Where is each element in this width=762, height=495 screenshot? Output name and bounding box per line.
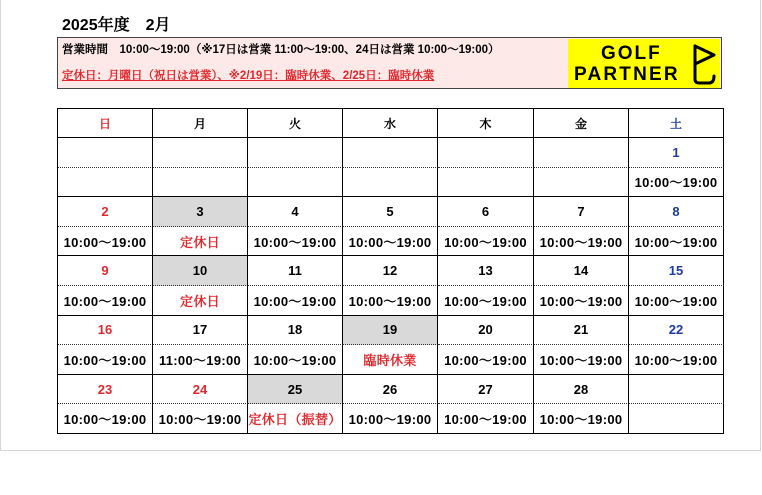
business-hours: 10:00～19:00 xyxy=(63,412,147,428)
golf-partner-logo xyxy=(568,39,720,88)
day-number: 9 xyxy=(101,263,109,279)
day-number: 24 xyxy=(192,381,208,397)
weekday-label: 日 xyxy=(98,116,111,131)
business-hours: 定休日 xyxy=(180,234,220,250)
day-hours-cell xyxy=(629,168,724,198)
day-number: 12 xyxy=(382,263,398,279)
day-hours-cell xyxy=(58,345,153,375)
day-hours-cell xyxy=(438,227,534,257)
day-date-cell xyxy=(534,256,629,286)
day-number: 16 xyxy=(97,322,113,338)
day-number: 23 xyxy=(97,381,113,397)
business-hours: 10:00～19:00 xyxy=(539,234,623,250)
day-hours-cell xyxy=(58,286,153,316)
business-hours-note: 営業時間 10:00～19:00（※17日は営業 11:00～19:00、24日は営業 10:00～19:00） xyxy=(62,44,500,56)
business-hours: 10:00～19:00 xyxy=(634,352,718,368)
day-hours-cell xyxy=(534,227,629,257)
day-hours-cell xyxy=(248,404,343,434)
weekday-header-tue xyxy=(248,109,343,138)
business-hours: 10:00～19:00 xyxy=(634,175,718,191)
business-hours: 10:00～19:00 xyxy=(444,234,527,250)
empty-hours-cell xyxy=(534,168,629,198)
business-hours: 10:00～19:00 xyxy=(253,352,337,368)
day-date-cell xyxy=(153,197,248,227)
day-hours-cell xyxy=(153,227,248,257)
day-date-cell xyxy=(58,316,153,346)
business-hours: 10:00～19:00 xyxy=(158,412,242,428)
empty-date-cell xyxy=(248,138,343,168)
day-number: 14 xyxy=(573,263,589,279)
business-hours: 10:00～19:00 xyxy=(634,234,718,250)
day-number: 25 xyxy=(287,381,303,397)
day-date-cell xyxy=(343,197,438,227)
day-date-cell xyxy=(438,316,534,346)
business-hours: 10:00～19:00 xyxy=(444,352,527,368)
business-hours: 10:00～19:00 xyxy=(63,234,147,250)
empty-hours-cell xyxy=(248,168,343,198)
business-hours: 10:00～19:00 xyxy=(539,412,623,428)
day-number: 15 xyxy=(668,263,684,279)
empty-date-cell xyxy=(534,138,629,168)
weekday-label: 月 xyxy=(193,116,206,131)
day-date-cell xyxy=(248,197,343,227)
day-hours-cell xyxy=(534,404,629,434)
day-date-cell xyxy=(438,197,534,227)
business-hours: 10:00～19:00 xyxy=(444,412,527,428)
day-date-cell xyxy=(629,138,724,168)
day-number: 11 xyxy=(288,263,302,279)
golf-flag-icon xyxy=(687,43,717,85)
weekday-label: 土 xyxy=(669,116,682,131)
business-hours: 定休日 xyxy=(180,293,220,309)
logo-text-partner: PARTNER xyxy=(574,64,680,85)
day-date-cell xyxy=(534,375,629,405)
day-hours-cell xyxy=(438,345,534,375)
day-hours-cell xyxy=(438,286,534,316)
closed-days-note: 定休日：月曜日（祝日は営業）、※2/19日：臨時休業、2/25日：臨時休業 xyxy=(62,70,435,82)
business-hours: 臨時休業 xyxy=(363,352,417,368)
day-number: 6 xyxy=(481,203,490,219)
weekday-header-fri xyxy=(534,109,629,138)
calendar-table xyxy=(57,108,724,434)
day-number: 5 xyxy=(386,203,394,219)
day-date-cell xyxy=(343,316,438,346)
day-number: 2 xyxy=(101,203,109,219)
day-number: 21 xyxy=(573,322,589,338)
day-date-cell xyxy=(153,256,248,286)
day-number: 26 xyxy=(382,381,398,397)
empty-date-cell xyxy=(58,138,153,168)
day-date-cell xyxy=(629,256,724,286)
business-hours: 10:00～19:00 xyxy=(444,293,527,309)
day-date-cell xyxy=(58,256,153,286)
day-number: 10 xyxy=(192,263,208,279)
day-hours-cell xyxy=(153,404,248,434)
day-date-cell xyxy=(343,375,438,405)
day-number: 7 xyxy=(577,203,585,219)
business-hours: 10:00～19:00 xyxy=(634,293,718,309)
day-hours-cell xyxy=(58,404,153,434)
day-hours-cell xyxy=(629,227,724,257)
weekday-header-sat xyxy=(629,109,724,138)
day-hours-cell xyxy=(534,286,629,316)
day-hours-cell xyxy=(153,286,248,316)
day-hours-cell xyxy=(343,227,438,257)
day-number: 19 xyxy=(382,322,398,338)
day-date-cell xyxy=(534,197,629,227)
business-hours: 10:00～19:00 xyxy=(253,234,337,250)
day-date-cell xyxy=(248,375,343,405)
day-date-cell xyxy=(629,197,724,227)
day-number: 13 xyxy=(478,263,493,279)
day-number: 3 xyxy=(196,203,204,219)
business-hours: 10:00～19:00 xyxy=(348,412,432,428)
day-date-cell xyxy=(438,375,534,405)
day-hours-cell xyxy=(248,286,343,316)
day-date-cell xyxy=(534,316,629,346)
weekday-label: 金 xyxy=(574,116,587,131)
day-number: 20 xyxy=(478,322,493,338)
day-date-cell xyxy=(58,375,153,405)
day-hours-cell xyxy=(629,345,724,375)
day-hours-cell xyxy=(343,286,438,316)
day-number: 8 xyxy=(672,203,680,219)
weekday-header-sun xyxy=(58,109,153,138)
weekday-label: 木 xyxy=(479,116,492,131)
empty-hours-cell xyxy=(343,168,438,198)
day-hours-cell xyxy=(153,345,248,375)
day-date-cell xyxy=(629,316,724,346)
day-hours-cell xyxy=(248,345,343,375)
page-title: 2025年度 2月 xyxy=(62,17,171,34)
empty-date-cell xyxy=(438,138,534,168)
day-hours-cell xyxy=(438,404,534,434)
weekday-label: 火 xyxy=(288,116,301,131)
business-info-box xyxy=(57,37,722,89)
business-hours: 10:00～19:00 xyxy=(539,293,623,309)
day-number: 1 xyxy=(672,144,680,160)
day-number: 28 xyxy=(573,381,589,397)
day-hours-cell xyxy=(343,345,438,375)
business-hours: 11:00～19:00 xyxy=(158,352,242,368)
day-date-cell xyxy=(153,375,248,405)
day-number: 18 xyxy=(287,322,303,338)
business-hours: 10:00～19:00 xyxy=(348,293,432,309)
day-date-cell xyxy=(248,316,343,346)
day-number: 27 xyxy=(478,381,493,397)
empty-date-cell xyxy=(343,138,438,168)
day-date-cell xyxy=(153,316,248,346)
day-hours-cell xyxy=(343,404,438,434)
day-date-cell xyxy=(438,256,534,286)
business-hours: 10:00～19:00 xyxy=(348,234,432,250)
day-date-cell xyxy=(248,256,343,286)
day-number: 22 xyxy=(668,322,684,338)
business-hours: 10:00～19:00 xyxy=(253,293,337,309)
business-hours: 定休日（振替） xyxy=(248,412,342,428)
weekday-header-mon xyxy=(153,109,248,138)
business-hours: 10:00～19:00 xyxy=(539,352,623,368)
day-date-cell xyxy=(58,197,153,227)
empty-hours-cell xyxy=(629,404,724,434)
empty-hours-cell xyxy=(438,168,534,198)
business-hours: 10:00～19:00 xyxy=(63,352,147,368)
empty-date-cell xyxy=(629,375,724,405)
day-hours-cell xyxy=(629,286,724,316)
weekday-header-wed xyxy=(343,109,438,138)
business-hours: 10:00～19:00 xyxy=(63,293,147,309)
day-date-cell xyxy=(343,256,438,286)
empty-date-cell xyxy=(153,138,248,168)
weekday-label: 水 xyxy=(383,116,396,131)
logo-text-golf: GOLF xyxy=(601,43,662,64)
empty-hours-cell xyxy=(153,168,248,198)
day-number: 4 xyxy=(291,203,299,219)
day-hours-cell xyxy=(58,227,153,257)
weekday-header-thu xyxy=(438,109,534,138)
day-hours-cell xyxy=(248,227,343,257)
day-hours-cell xyxy=(534,345,629,375)
day-number: 17 xyxy=(192,322,208,338)
empty-hours-cell xyxy=(58,168,153,198)
